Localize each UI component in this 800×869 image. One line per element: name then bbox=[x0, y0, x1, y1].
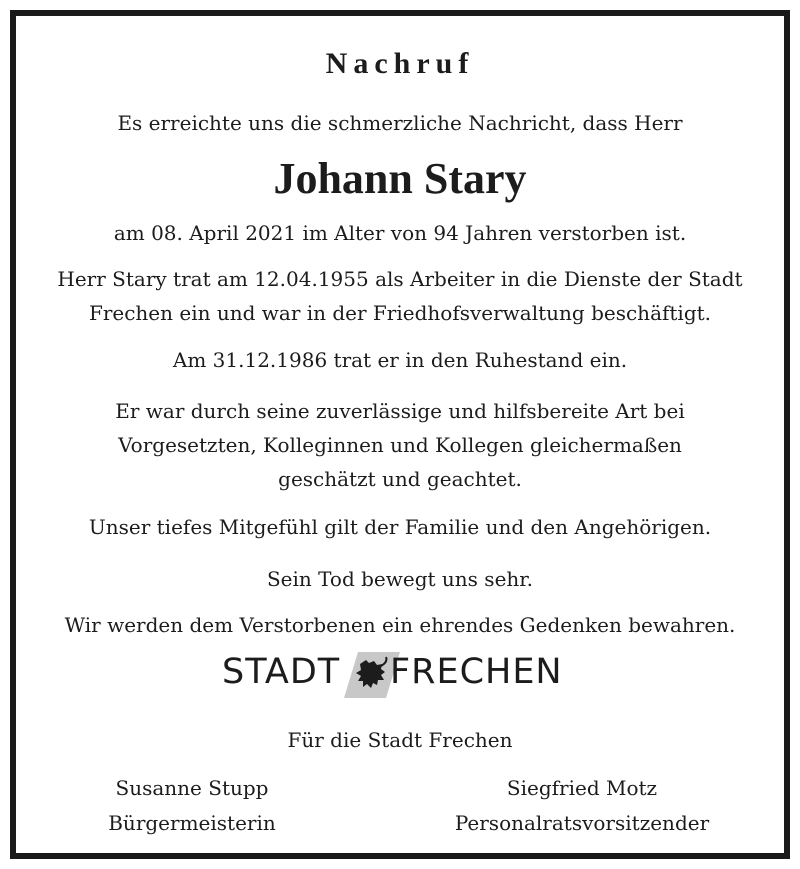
sympathy-text: Unser tiefes Mitgefühl gilt der Familie und den Angehörigen. bbox=[88, 515, 712, 539]
stadt-frechen-logo bbox=[212, 642, 578, 702]
sorrow-text: Sein Tod bewegt uns sehr. bbox=[266, 567, 534, 591]
notice-title: Nachruf bbox=[325, 47, 475, 80]
logo-word-stadt: STADT bbox=[222, 652, 341, 692]
character-line-2: Vorgesetzten, Kolleginnen und Kollegen gleichermaßen bbox=[118, 433, 682, 457]
employment-line-1: Herr Stary trat am 12.04.1955 als Arbeiter in die Dienste der Stadt bbox=[57, 267, 743, 291]
memory-text: Wir werden dem Verstorbenen ein ehrendes Gedenken bewahren. bbox=[64, 613, 736, 637]
logo-word-frechen: FRECHEN bbox=[390, 652, 563, 692]
death-date-text: am 08. April 2021 im Alter von 94 Jahren verstorben ist. bbox=[113, 221, 687, 245]
character-line-3: geschätzt und geachtet. bbox=[278, 467, 522, 491]
employment-line-2: Frechen ein und war in der Friedhofsverwaltung beschäftigt. bbox=[88, 301, 712, 325]
retirement-text: Am 31.12.1986 trat er in den Ruhestand ein. bbox=[172, 348, 628, 372]
signer-2-role: Personalratsvorsitzender bbox=[454, 811, 710, 835]
signer-1-name: Susanne Stupp bbox=[115, 776, 269, 800]
signer-1-role: Bürgermeisterin bbox=[108, 811, 276, 835]
intro-text: Es erreichte uns die schmerzliche Nachricht, dass Herr bbox=[117, 111, 683, 135]
signer-2-name: Siegfried Motz bbox=[506, 776, 658, 800]
deceased-name: Johann Stary bbox=[273, 154, 527, 203]
character-line-1: Er war durch seine zuverlässige und hilfsbereite Art bei bbox=[115, 399, 685, 423]
on-behalf-text: Für die Stadt Frechen bbox=[287, 728, 513, 752]
